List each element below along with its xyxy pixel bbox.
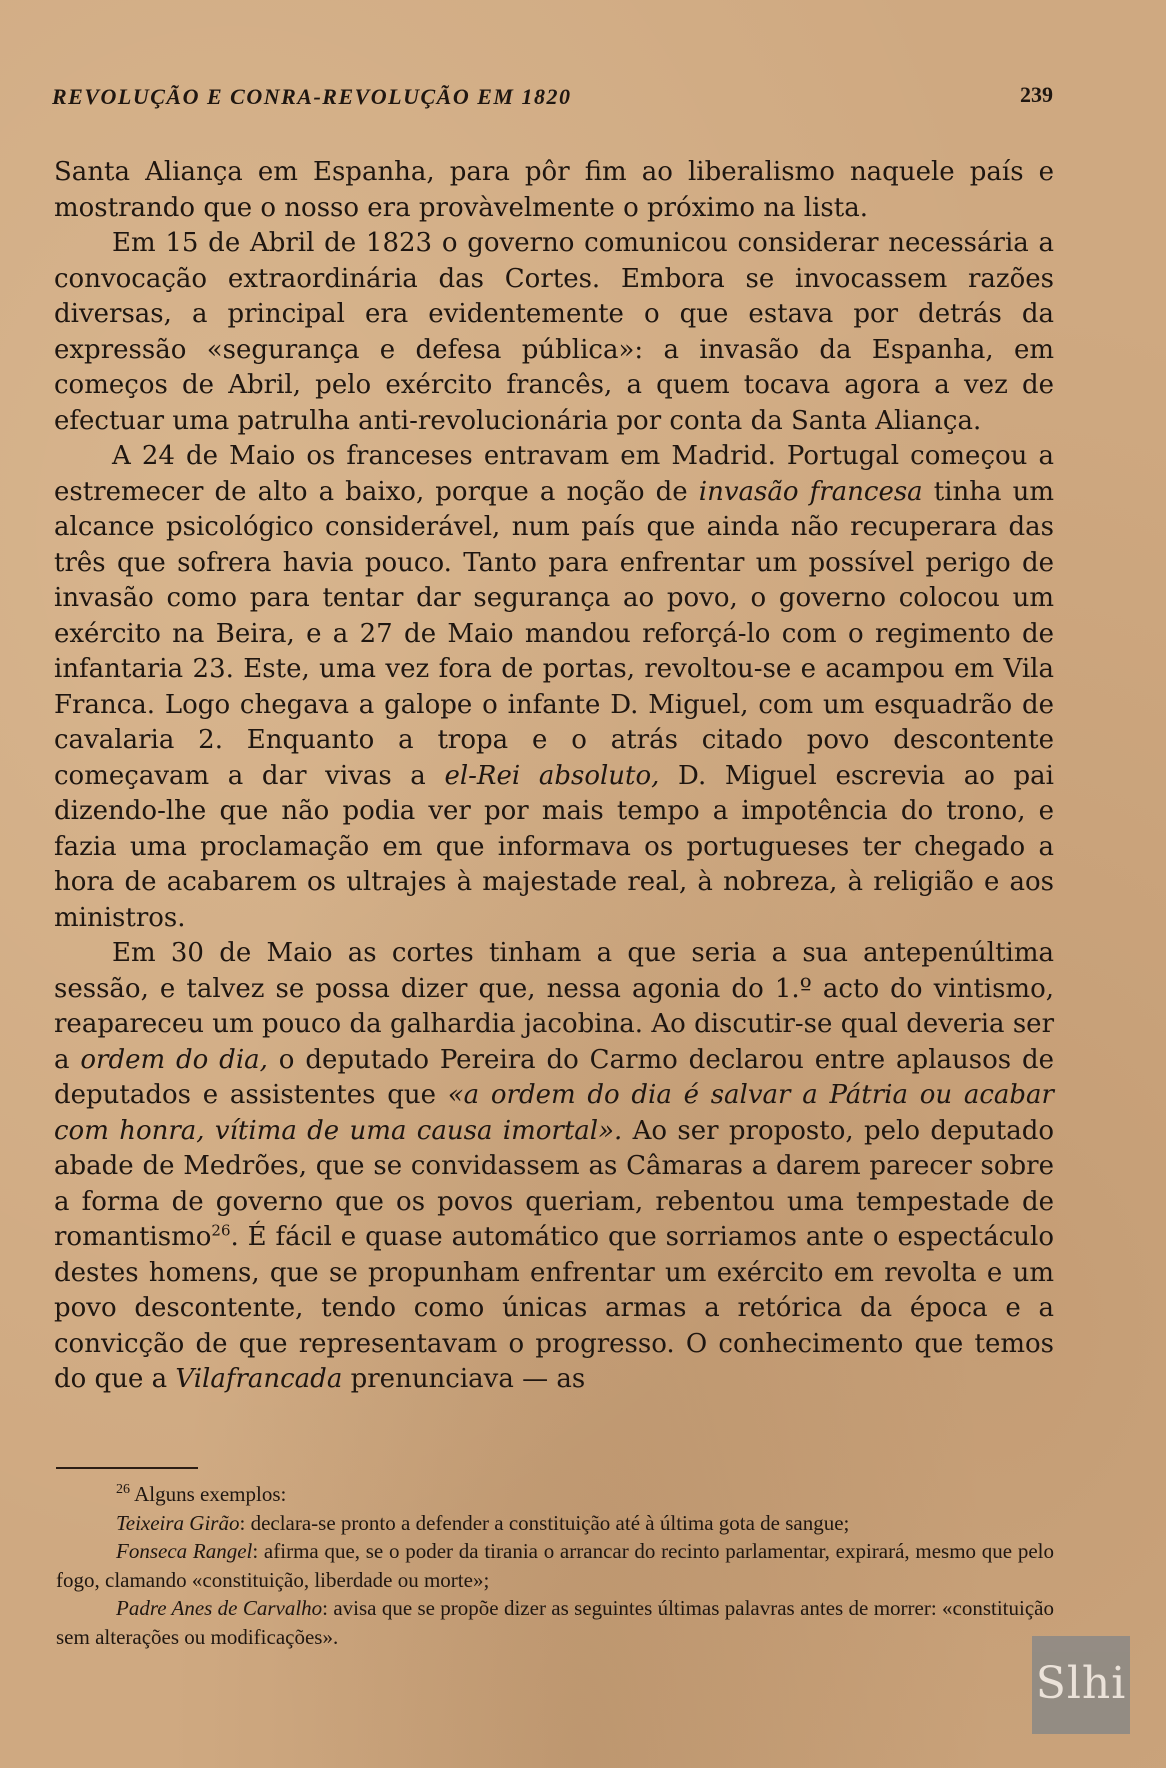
footnote-entry-2-text: : afirma que, se o poder da tirania o arrancar do recinto parlamentar, expirará, mesmo que pelo fogo, clamando «constituição, liberdade ou morte»; (56, 1539, 1054, 1592)
footnote-entry-3-name: Padre Anes de Carvalho (116, 1596, 323, 1620)
paragraph-3-emphasis-2: el-Rei absoluto, (444, 760, 660, 791)
footnote-entry-2-name: Fonseca Rangel (116, 1539, 253, 1563)
body-text (54, 155, 1054, 1398)
footnote-entry-3-text: : avisa que se propõe dizer as seguintes últimas palavras antes de morrer: «constituição sem alterações ou modificações». (56, 1596, 1054, 1649)
paragraph-3-text-b: tinha um alcance psicológico considerável, num país que ainda não recuperara das três que sofrera havia pouco. Tanto para enfrentar um possível perigo de invasão como para tentar dar segurança ao povo, o governo colocou um exército na Beira, e a 27 de Maio mandou reforçá-lo com o regimento de infantaria 23. Este, uma vez fora de portas, revoltou-se e acampou em Vila Franca. Logo chegava a galope o infante D. Miguel, com um esquadrão de cavalaria 2. Enquanto a tropa e o atrás citado povo descontente começavam a dar vivas a (54, 476, 1054, 791)
paragraph-4-text-e: prenunciava — as (342, 1364, 586, 1394)
footnote-entry-3 (56, 1594, 1054, 1651)
paragraph-1 (54, 155, 1054, 226)
watermark-logo (1032, 1636, 1130, 1734)
paragraph-3-emphasis-1: invasão francesa (698, 476, 923, 507)
footnote-divider (56, 1467, 198, 1469)
paragraph-1-text: Santa Aliança em Espanha, para pôr fim ao liberalismo naquele país e mostrando que o nosso era provàvelmente o próximo na lista. (54, 157, 1054, 223)
paragraph-4-text-d: . É fácil e quase automático que sorriamos ante o espectáculo destes homens, que se propunham enfrentar um exército em revolta e um povo descontente, tendo como únicas armas a retórica da época e a convicção de que representavam o progresso. O conhecimento que temos do que a (54, 1222, 1054, 1394)
footnote-entry-2 (56, 1537, 1054, 1594)
paragraph-2 (54, 226, 1054, 439)
paragraph-4-emphasis-3: Vilafrancada (175, 1364, 343, 1394)
paragraph-3 (54, 439, 1054, 936)
footnotes (56, 1480, 1054, 1651)
footnote-intro-text: Alguns exemplos: (130, 1482, 287, 1506)
footnote-reference: 26 (211, 1221, 231, 1240)
footnote-intro (56, 1480, 1054, 1509)
paragraph-4-emphasis-2: «a ordem do dia é salvar a Pátria ou acabar com honra, vítima de uma causa imortal». (54, 1080, 1054, 1146)
paragraph-4-text-b: o deputado Pereira do Carmo declarou entre aplausos de deputados e assistentes que (54, 1044, 1055, 1110)
running-title: REVOLUÇÃO E CONRA-REVOLUÇÃO EM 1820 (52, 84, 572, 109)
paragraph-4-text-c: Ao ser proposto, pelo deputado abade de Medrões, que se convidassem as Câmaras a darem parecer sobre a forma de governo que os povos queriam, rebentou uma tempestade de romantismo (54, 1115, 1054, 1252)
footnote-number: 26 (116, 1482, 130, 1497)
paragraph-4 (54, 936, 1054, 1398)
footnote-entry-1 (56, 1509, 1054, 1538)
page-number: 239 (1020, 82, 1053, 107)
paragraph-4-emphasis-1: ordem do dia, (80, 1044, 268, 1075)
watermark-logo-text: Slhi (1035, 1658, 1127, 1709)
footnote-entry-1-text: : declara-se pronto a defender a constituição até à última gota de sangue; (239, 1510, 850, 1535)
paragraph-3-text-c: D. Miguel escrevia ao pai dizendo-lhe que não podia ver por mais tempo a impotência do trono, e fazia uma proclamação em que informava os portugueses ter chegado a hora de acabarem os ultrajes à majestade real, à nobreza, à religião e aos ministros. (54, 760, 1054, 933)
footnote-entry-1-name: Teixeira Girão (116, 1510, 240, 1535)
paragraph-4-text-a: Em 30 de Maio as cortes tinham a que seria a sua antepenúltima sessão, e talvez se possa dizer que, nessa agonia do 1.º acto do vintismo, reapareceu um pouco da galhardia jacobina. Ao discutir-se qual deveria ser a (54, 938, 1054, 1075)
running-head (52, 84, 1052, 114)
paragraph-2-text: Em 15 de Abril de 1823 o governo comunicou considerar necessária a convocação extraordinária das Cortes. Embora se invocassem razões diversas, a principal era evidentemente o que estava por detrás da expressão «segurança e defesa pública»: a invasão da Espanha, em começos de Abril, pelo exército francês, a quem tocava agora a vez de efectuar uma patrulha anti-revolucionária por conta da Santa Aliança. (54, 228, 1054, 436)
paragraph-3-text-a: A 24 de Maio os franceses entravam em Madrid. Portugal começou a estremecer de alto a baixo, porque a noção de (54, 441, 1054, 507)
